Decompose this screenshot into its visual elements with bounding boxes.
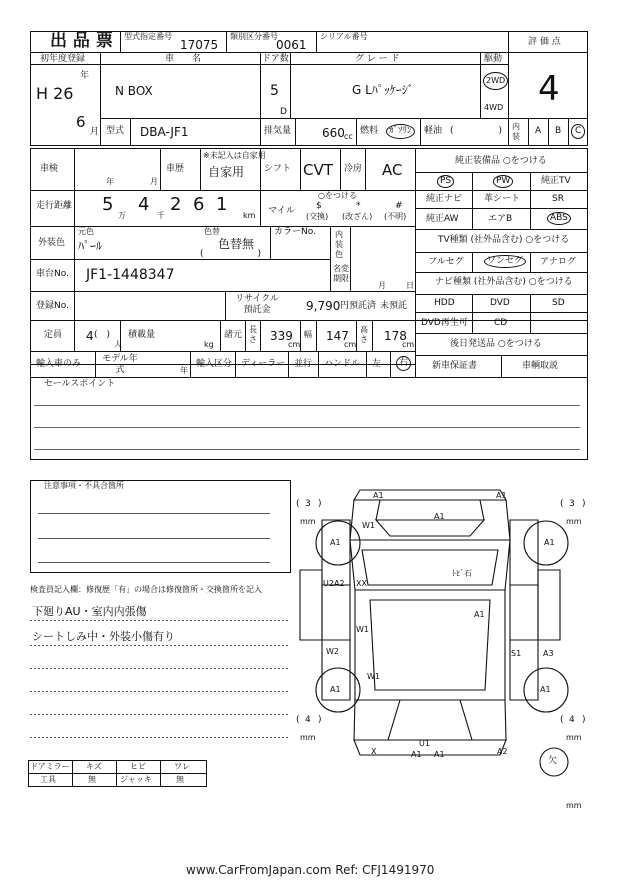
interior-grade-a: A	[535, 126, 542, 136]
equip-airbag: エアB	[488, 214, 513, 224]
car-diagram	[300, 490, 568, 776]
dmg-hood: A1	[434, 512, 445, 521]
dmg-rear-bumper-u1: U1	[419, 739, 430, 748]
spare-unit: mm	[566, 801, 582, 810]
shift-value: CVT	[303, 161, 333, 179]
height-unit: cm	[402, 340, 415, 349]
dmg-left-front-fender: U2A2	[323, 579, 345, 588]
interior-grade-c: C	[571, 124, 585, 139]
height-value: 178	[384, 329, 407, 343]
inspector-label: 検査員記入欄：修復歴「有」の場合は修復箇所・交換箇所を記入	[30, 585, 262, 594]
model-designation-label: 型式指定番号	[124, 32, 172, 41]
color-no-label: 色替	[204, 227, 220, 236]
color-change-value: 色替無	[218, 237, 255, 251]
docs-header: 後日発送品 ○をつける	[450, 339, 542, 349]
unknown-symbol: #	[395, 201, 403, 211]
equip-ps: PS	[437, 175, 454, 188]
dmg-rear-wheel-left: A1	[330, 685, 341, 694]
tread-bl-unit: mm	[300, 733, 316, 742]
type-label: 型式	[106, 126, 125, 136]
capacity-value: 4	[86, 329, 94, 343]
drive-label: 駆動	[484, 54, 503, 64]
spare-tire: 欠	[548, 756, 558, 766]
color-value: ﾊﾟｰﾙ	[78, 239, 103, 253]
tread-br: 4	[569, 715, 575, 725]
legend-header-break: ワレ	[174, 762, 190, 771]
name-label: 車 名	[165, 54, 202, 64]
tread-tr-open: (	[560, 499, 564, 509]
mileage-sen-unit: 千	[157, 211, 165, 220]
chassis-value: JF1-1448347	[86, 267, 175, 283]
year-suffix: 年	[80, 71, 90, 81]
navi-hdd: HDD	[434, 298, 455, 308]
tread-br-open: (	[560, 715, 564, 725]
chassis-label: 車台No.	[36, 269, 69, 279]
grade-points-label: 評 価 点	[528, 37, 561, 47]
tread-tl-close: )	[318, 499, 322, 509]
mileage-digit-5: 1	[216, 194, 228, 215]
exchange-label: (交換)	[306, 212, 329, 221]
tamper-label: (改ざん)	[342, 212, 373, 221]
tv-fullseg: フルセグ	[428, 257, 464, 267]
legend-header-crack: ヒビ	[130, 762, 146, 771]
legend-jack-value: 無	[176, 775, 184, 784]
tread-tr-unit: mm	[566, 517, 582, 526]
tv-analog: アナログ	[540, 257, 577, 267]
dmg-windshield-chip: ﾄﾋﾞ石	[452, 569, 472, 578]
right-label: 右	[396, 356, 411, 371]
color-number-label: カラーNo.	[274, 227, 316, 237]
doors-value: 5	[270, 83, 279, 99]
notes-label: 注意事項・不具合箇所	[44, 481, 124, 490]
displacement-unit: cc	[344, 132, 353, 141]
legend-tools: 工具	[40, 775, 56, 784]
capacity-paren: ( )	[94, 330, 111, 340]
mileage-digit-1: 5	[102, 194, 114, 215]
drive-2wd: 2WD	[483, 72, 508, 90]
import-class-label: 輸入区分	[196, 359, 233, 369]
first-reg-month: 6	[76, 113, 86, 131]
tread-tl-open: (	[296, 499, 300, 509]
height-label: 高さ	[360, 325, 368, 344]
footer-watermark: www.CarFromJapan.com Ref: CFJ1491970	[186, 863, 435, 877]
name-change-month: 月	[378, 281, 386, 290]
category-value: 0061	[276, 38, 307, 52]
recycle-label: リサイクル預託金	[235, 294, 279, 315]
equip-navi: 純正ナビ	[426, 194, 463, 204]
color-label: 外装色	[38, 238, 66, 248]
dmg-roof: A1	[474, 610, 485, 619]
sales-point-label: セールスポイント	[44, 379, 116, 389]
legend-header-scratch: キズ	[86, 762, 102, 771]
dmg-left-front-door: XX	[356, 579, 367, 588]
unknown-label: (不明)	[384, 212, 407, 221]
grade-value: G Lﾊﾟｯｹｰｼﾞ	[352, 83, 414, 97]
equip-leather: 革シート	[484, 194, 521, 204]
model-year-unit: 年	[180, 366, 188, 375]
month-suffix: 月	[90, 127, 100, 137]
recycle-not: 未預託	[380, 301, 408, 311]
tread-tl-unit: mm	[300, 517, 316, 526]
inspection-year-unit: 年	[106, 177, 114, 186]
capacity-label: 定員	[44, 330, 63, 340]
mileage-digit-4: 6	[193, 194, 205, 215]
dmg-front-wheel-right: A1	[544, 538, 555, 547]
doors-suffix: D	[280, 107, 287, 117]
usage-note: ※未記入は自家用	[203, 151, 266, 160]
category-label: 類別区分番号	[230, 32, 278, 41]
docs-manual: 車輌取説	[522, 361, 559, 371]
dmg-front-bumper-1: A1	[373, 491, 384, 500]
model-designation-value: 17075	[180, 38, 219, 52]
dmg-left-rear-door: W2	[326, 647, 339, 656]
serial-label: シリアル番号	[320, 32, 368, 41]
recycle-status: 円預託済	[340, 301, 377, 311]
width-value: 147	[326, 329, 349, 343]
dmg-front-bumper-2: A1	[496, 491, 507, 500]
dmg-rear-bumper-a1a: A1	[411, 750, 422, 759]
equip-aw: 純正AW	[426, 214, 459, 224]
navi-header: ナビ種類 (社外品含む) ○をつける	[435, 277, 573, 287]
legend-tools-value: 無	[88, 775, 96, 784]
navi-dvd: DVD	[490, 298, 510, 308]
tamper-symbol: *	[356, 201, 361, 211]
light-oil-paren: ( )	[450, 126, 503, 136]
dmg-rear-bumper-x: X	[371, 747, 377, 756]
left-label: 左	[372, 359, 382, 369]
inspector-line-2: シートしみ中・外装小傷有り	[32, 630, 175, 643]
parallel-label: 並行	[294, 359, 313, 369]
usage-value: 自家用	[208, 165, 245, 179]
width-label: 幅	[304, 330, 312, 339]
drive-4wd: 4WD	[484, 103, 504, 112]
name-change-day: 日	[406, 281, 414, 290]
mileage-digit-3: 2	[170, 194, 182, 215]
mileage-label: 走行距離	[36, 201, 73, 211]
tread-bl-open: (	[296, 715, 300, 725]
docs-warranty: 新車保証書	[432, 361, 478, 371]
mileage-mark-note: ○をつける	[318, 191, 357, 200]
grade-points-value: 4	[538, 69, 560, 109]
legend-jack: ジャッキ	[120, 775, 152, 784]
dealer-label: ディーラー	[241, 359, 286, 369]
ac-value: AC	[382, 161, 403, 179]
fuel-label: 燃料	[360, 126, 379, 136]
color-change-paren: ( )	[200, 249, 262, 259]
registration-label: 登録No.	[36, 301, 69, 311]
legend-header-mirror: ドアミラー	[30, 762, 70, 771]
light-oil-label: 軽油	[424, 126, 443, 136]
length-value: 339	[270, 329, 293, 343]
tread-bl: 4	[305, 715, 311, 725]
handle-label: ハンドル	[324, 359, 361, 369]
mile-label: マイル	[268, 206, 295, 216]
dmg-rear-bumper-a1b: A1	[434, 750, 445, 759]
dmg-left-rear-glass: W1	[367, 672, 380, 681]
length-unit: cm	[288, 340, 301, 349]
dmg-windshield: W1	[362, 521, 375, 530]
interior-grade-b: B	[555, 126, 562, 136]
color-original-label: 元色	[78, 227, 94, 236]
dmg-rear-bumper-a2: A2	[497, 747, 508, 756]
navi-cd: CD	[494, 318, 508, 328]
model-year-label: モデル年式	[102, 354, 138, 375]
equip-sr: SR	[552, 194, 564, 204]
tread-tr: 3	[569, 499, 575, 509]
factory-header: 純正装備品 ○をつける	[455, 156, 547, 166]
doors-label: ドア数	[262, 54, 289, 64]
inspection-label: 車検	[40, 164, 59, 174]
interior-label: 内装	[512, 122, 520, 141]
tv-header: TV種類 (社外品含む) ○をつける	[438, 235, 570, 245]
equip-abs: ABS	[547, 212, 571, 225]
load-unit: kg	[204, 340, 214, 349]
name-change-label: 名変期限	[333, 264, 349, 283]
tread-tl: 3	[305, 499, 311, 509]
displacement-label: 排気量	[264, 126, 292, 136]
width-unit: cm	[344, 340, 357, 349]
mileage-digit-2: 4	[138, 194, 150, 215]
inspector-line-1: 下廻りAU・室内内張傷	[32, 605, 147, 618]
ac-label: 冷房	[344, 164, 363, 174]
interior-color-label: 内装色	[335, 230, 343, 259]
mileage-man-unit: 万	[118, 211, 126, 220]
size-label: 諸元	[224, 330, 243, 340]
navi-dvd-play: DVD再生可	[421, 318, 468, 328]
shift-label: シフト	[264, 164, 292, 174]
tread-bl-close: )	[318, 715, 322, 725]
equip-tv: 純正TV	[541, 176, 571, 186]
displacement-value: 660	[322, 126, 345, 140]
capacity-unit: 人	[114, 340, 122, 349]
tread-br-close: )	[582, 715, 586, 725]
fuel-value: ｶﾞｿﾘﾝ	[386, 124, 415, 139]
inspection-month-unit: 月	[150, 177, 158, 186]
dmg-front-wheel-left: A1	[330, 538, 341, 547]
tv-oneseg: ワンセグ	[484, 255, 526, 268]
dmg-right-rear: A3	[543, 649, 554, 658]
dmg-left-rear-door-glass: W1	[356, 625, 369, 634]
grade-label: グ レ ー ド	[355, 54, 400, 64]
length-label: 長さ	[249, 325, 257, 344]
dmg-right-side: S1	[511, 649, 522, 658]
import-only-label: 輸入車のみ	[36, 359, 82, 369]
navi-sd: SD	[552, 298, 565, 308]
tread-br-unit: mm	[566, 733, 582, 742]
tread-tr-close: )	[582, 499, 586, 509]
dmg-rear-wheel-right: A1	[540, 685, 551, 694]
vehicle-name: N BOX	[115, 84, 153, 98]
usage-label: 車歴	[166, 164, 185, 174]
recycle-value: 9,790	[306, 299, 341, 313]
form-title: 出 品 票	[50, 31, 113, 51]
exchange-symbol: $	[316, 201, 322, 211]
mileage-km-unit: km	[243, 211, 256, 220]
load-label: 積載量	[128, 330, 156, 340]
type-value: DBA-JF1	[140, 125, 189, 139]
first-reg-era: H 26	[36, 84, 74, 103]
first-reg-label: 初年度登録	[40, 54, 86, 64]
equip-pw: PW	[493, 175, 513, 188]
